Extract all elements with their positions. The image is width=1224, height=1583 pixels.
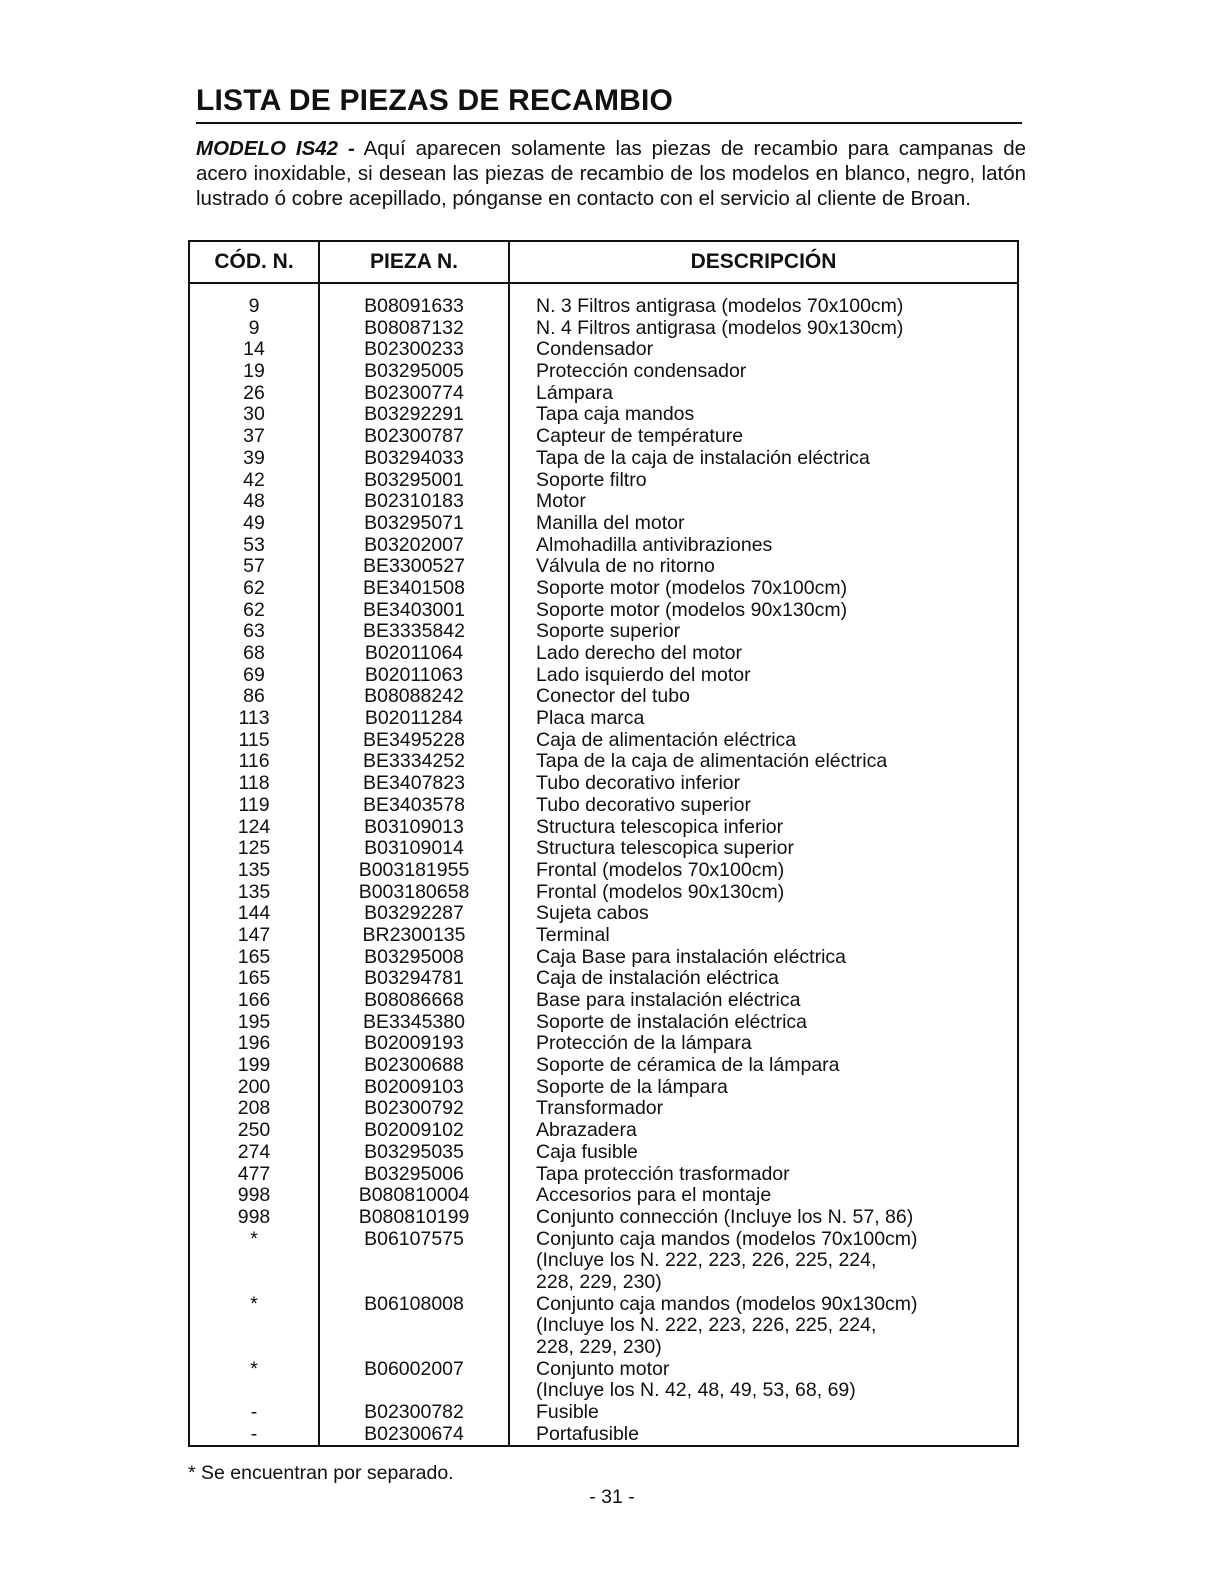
cod-cell: [190, 1250, 318, 1272]
cod-cell: 208: [237, 1097, 271, 1120]
pieza-cell: BE3334252: [363, 750, 465, 773]
pieza-cell: [320, 1250, 508, 1272]
cod-cell: 14: [243, 338, 265, 361]
desc-cell: N. 4 Filtros antigrasa (modelos 90x130cm): [536, 316, 904, 339]
cod-cell: 116: [238, 750, 270, 773]
desc-cell: Conjunto motor: [536, 1357, 670, 1380]
cod-cell: 125: [237, 837, 271, 860]
desc-cell: Tubo decorativo superior: [536, 793, 751, 816]
cod-cell: 144: [237, 902, 271, 925]
cod-cell: 62: [243, 598, 265, 621]
desc-cell: Lado derecho del motor: [536, 642, 742, 664]
cod-cell: 39: [243, 446, 265, 469]
pieza-cell: B06107575: [364, 1227, 464, 1250]
desc-cell: Conjunto connección (Incluye los N. 57, 86): [536, 1205, 914, 1228]
desc-cell: Tapa protección trasformador: [536, 1162, 790, 1185]
pieza-cell: B03295001: [364, 468, 464, 491]
pieza-cell: B02011284: [364, 707, 464, 730]
desc-cell: Frontal (modelos 90x130cm): [536, 880, 785, 903]
desc-cell: Caja fusible: [536, 1140, 638, 1163]
model-label: MODELO IS42 -: [196, 137, 355, 160]
cod-cell: 19: [243, 360, 265, 383]
pieza-cell: B02009103: [364, 1075, 464, 1098]
cod-cell: *: [250, 1292, 258, 1315]
pieza-cell: BE3300527: [363, 555, 465, 578]
cod-cell: 998: [237, 1184, 271, 1207]
desc-cell: Portafusible: [536, 1422, 639, 1445]
desc-cell: Caja de alimentación eléctrica: [536, 728, 797, 751]
pieza-cell: B02009193: [364, 1032, 464, 1055]
cod-cell: 147: [237, 923, 271, 946]
desc-cell: Base para instalación eléctrica: [536, 989, 801, 1011]
cod-cell: 115: [238, 728, 270, 751]
header-descripcion: DESCRIPCIÓN: [509, 241, 1018, 283]
cod-cell: [190, 1337, 318, 1359]
pieza-cell: B02009102: [364, 1119, 464, 1142]
cod-cell: 49: [243, 511, 265, 534]
cod-cell: 57: [243, 555, 265, 578]
cod-cell: 165: [237, 945, 271, 968]
pieza-cell: B03294033: [364, 446, 464, 469]
desc-cell: Soporte de la lámpara: [536, 1075, 728, 1098]
pieza-cell: B02300674: [364, 1422, 464, 1445]
cod-cell: 195: [237, 1010, 271, 1033]
pieza-cell: B03109013: [364, 815, 464, 838]
pieza-cell: B02300233: [364, 338, 464, 361]
pieza-cell: B03292291: [364, 403, 464, 426]
pieza-cell: BE3403578: [363, 793, 465, 816]
pieza-cell: B08086668: [364, 989, 464, 1011]
desc-cell: Tapa de la caja de instalación eléctrica: [536, 446, 870, 469]
cod-cell: 68: [243, 642, 265, 664]
desc-cell: Fusible: [536, 1401, 599, 1424]
pieza-cell: B03292287: [364, 902, 464, 925]
cod-cell: 113: [238, 707, 270, 730]
pieza-cell: B03295005: [364, 360, 464, 383]
cod-cell: 42: [243, 468, 265, 491]
pieza-cell: B03295071: [364, 511, 464, 534]
desc-cell: Motor: [536, 490, 586, 513]
cod-cell: 165: [237, 967, 271, 990]
desc-cell: Accesorios para el montaje: [536, 1184, 772, 1207]
pieza-cell: B03109014: [364, 837, 464, 860]
pieza-cell: B08088242: [364, 685, 464, 708]
desc-cell: Soporte superior: [536, 620, 681, 643]
desc-cell: Protección condensador: [536, 360, 747, 383]
parts-table: [188, 240, 1019, 1447]
pieza-cell: B02011064: [364, 642, 464, 664]
pieza-cell: B03202007: [364, 533, 464, 556]
pieza-cell: B08091633: [364, 295, 464, 317]
pieza-cell: B06002007: [364, 1357, 464, 1380]
pieza-cell: B03294781: [364, 967, 464, 990]
descripcion-column: [509, 283, 1018, 1446]
pieza-cell: B03295035: [364, 1140, 464, 1163]
pieza-cell: B02300787: [364, 425, 464, 448]
cod-cell: *: [250, 1227, 258, 1250]
desc-cell: Manilla del motor: [536, 511, 685, 534]
desc-cell: Capteur de température: [536, 425, 744, 448]
pieza-cell: B06108008: [364, 1292, 464, 1315]
cod-cell: 135: [237, 880, 271, 903]
cod-cell: 998: [237, 1205, 271, 1228]
pieza-cell: B02300792: [364, 1097, 464, 1120]
pieza-cell: B003180658: [358, 880, 470, 903]
header-cod: CÓD. N.: [189, 241, 319, 283]
pieza-cell: BR2300135: [362, 923, 466, 946]
pieza-cell: B03295008: [364, 945, 464, 968]
table-header-row: [189, 241, 1018, 283]
desc-cell: Protección de la lámpara: [536, 1032, 752, 1055]
cod-column: [189, 283, 319, 1446]
desc-cell: Frontal (modelos 70x100cm): [536, 858, 785, 881]
desc-cell: Condensador: [536, 338, 654, 361]
cod-cell: 30: [243, 403, 265, 426]
desc-cell: Soporte de instalación eléctrica: [536, 1010, 807, 1033]
cod-cell: 9: [248, 295, 260, 317]
desc-cell: Caja Base para instalación eléctrica: [536, 945, 847, 968]
pieza-cell: B02011063: [364, 663, 464, 686]
page-number: - 31 -: [589, 1486, 635, 1508]
pieza-cell: B02310183: [364, 490, 464, 513]
cod-cell: -: [250, 1422, 258, 1445]
desc-cell: Válvula de no ritorno: [536, 555, 715, 578]
desc-cell: Sujeta cabos: [536, 902, 649, 925]
intro-paragraph: [196, 136, 1026, 211]
desc-cell: Structura telescopica superior: [536, 837, 794, 860]
pieza-cell: BE3401508: [363, 576, 465, 599]
pieza-cell: BE3403001: [363, 598, 465, 621]
pieza-cell: BE3495228: [363, 728, 465, 751]
desc-cell: Conjunto caja mandos (modelos 70x100cm): [536, 1227, 918, 1250]
cod-cell: 199: [237, 1054, 271, 1077]
desc-cell: Abrazadera: [536, 1119, 637, 1142]
pieza-cell: B08087132: [364, 316, 464, 339]
desc-cell: Placa marca: [536, 707, 645, 730]
desc-cell: Caja de instalación eléctrica: [536, 967, 779, 990]
desc-cell: Transformador: [536, 1097, 664, 1120]
pieza-cell: B02300782: [364, 1401, 464, 1424]
pieza-cell: BE3335842: [363, 620, 465, 643]
cod-cell: 250: [237, 1119, 271, 1142]
cod-cell: 86: [243, 685, 265, 708]
desc-cell: Soporte filtro: [536, 468, 647, 491]
desc-cell: Terminal: [536, 923, 610, 946]
desc-cell: N. 3 Filtros antigrasa (modelos 70x100cm): [536, 295, 904, 317]
intro-text: Aquí aparecen solamente las piezas de recambio para campanas de acero inoxidable, si desean las piezas de recambio de los modelos en blanco, negro, latón lustrado ó cobre acepillado, pónganse en contacto con el servicio al cliente de Broan.: [196, 137, 1026, 210]
pieza-column: [319, 283, 509, 1446]
cod-cell: 200: [237, 1075, 271, 1098]
cod-cell: 119: [238, 793, 270, 816]
desc-cell: Structura telescopica inferior: [536, 815, 784, 838]
cod-cell: 166: [237, 989, 271, 1011]
cod-cell: 48: [243, 490, 265, 513]
pieza-cell: B080810199: [358, 1205, 470, 1228]
desc-cell: Tapa caja mandos: [536, 403, 695, 426]
desc-cell: (Incluye los N. 222, 223, 226, 225, 224,: [536, 1314, 877, 1337]
pieza-cell: [320, 1272, 508, 1294]
desc-cell: 228, 229, 230): [536, 1270, 662, 1293]
desc-cell: (Incluye los N. 222, 223, 226, 225, 224,: [536, 1249, 877, 1272]
pieza-cell: [320, 1337, 508, 1359]
cod-cell: 53: [243, 533, 265, 556]
pieza-cell: B03295006: [364, 1162, 464, 1185]
cod-cell: 9: [248, 316, 260, 339]
pieza-cell: [320, 1380, 508, 1402]
desc-cell: Lado isquierdo del motor: [536, 663, 751, 686]
pieza-cell: B080810004: [358, 1184, 470, 1207]
pieza-cell: BE3345380: [363, 1010, 465, 1033]
cod-cell: [190, 1315, 318, 1337]
desc-cell: Soporte motor (modelos 70x100cm): [536, 576, 848, 599]
desc-cell: Almohadilla antivibraziones: [536, 533, 773, 556]
pieza-cell: B003181955: [358, 858, 470, 881]
cod-cell: [190, 1272, 318, 1294]
desc-cell: (Incluye los N. 42, 48, 49, 53, 68, 69): [536, 1379, 856, 1402]
desc-cell: Conjunto caja mandos (modelos 90x130cm): [536, 1292, 918, 1315]
cod-cell: 26: [243, 381, 265, 404]
cod-cell: 69: [243, 663, 265, 686]
desc-cell: 228, 229, 230): [536, 1336, 662, 1358]
cod-cell: -: [250, 1401, 258, 1424]
cod-cell: 118: [238, 772, 270, 795]
cod-cell: [190, 1380, 318, 1402]
cod-cell: 124: [237, 815, 271, 838]
desc-cell: Tapa de la caja de alimentación eléctrica: [536, 750, 888, 773]
cod-cell: *: [250, 1357, 258, 1380]
cod-cell: 477: [237, 1162, 271, 1185]
desc-cell: Lámpara: [536, 381, 613, 404]
pieza-cell: B02300774: [364, 381, 464, 404]
page-title: LISTA DE PIEZAS DE RECAMBIO: [196, 84, 1022, 124]
pieza-cell: B02300688: [364, 1054, 464, 1077]
desc-cell: Soporte motor (modelos 90x130cm): [536, 598, 848, 621]
pieza-cell: [320, 1315, 508, 1337]
desc-cell: Tubo decorativo inferior: [536, 772, 741, 795]
cod-cell: 37: [243, 425, 265, 448]
cod-cell: 135: [237, 858, 271, 881]
header-pieza: PIEZA N.: [319, 241, 509, 283]
cod-cell: 62: [243, 576, 265, 599]
cod-cell: 274: [237, 1140, 271, 1163]
pieza-cell: BE3407823: [363, 772, 465, 795]
desc-cell: Conector del tubo: [536, 685, 690, 708]
desc-cell: Soporte de céramica de la lámpara: [536, 1054, 840, 1077]
table-body: [189, 283, 1018, 1446]
cod-cell: 63: [243, 620, 265, 643]
footnote: * Se encuentran por separado.: [188, 1462, 454, 1484]
cod-cell: 196: [237, 1032, 271, 1055]
